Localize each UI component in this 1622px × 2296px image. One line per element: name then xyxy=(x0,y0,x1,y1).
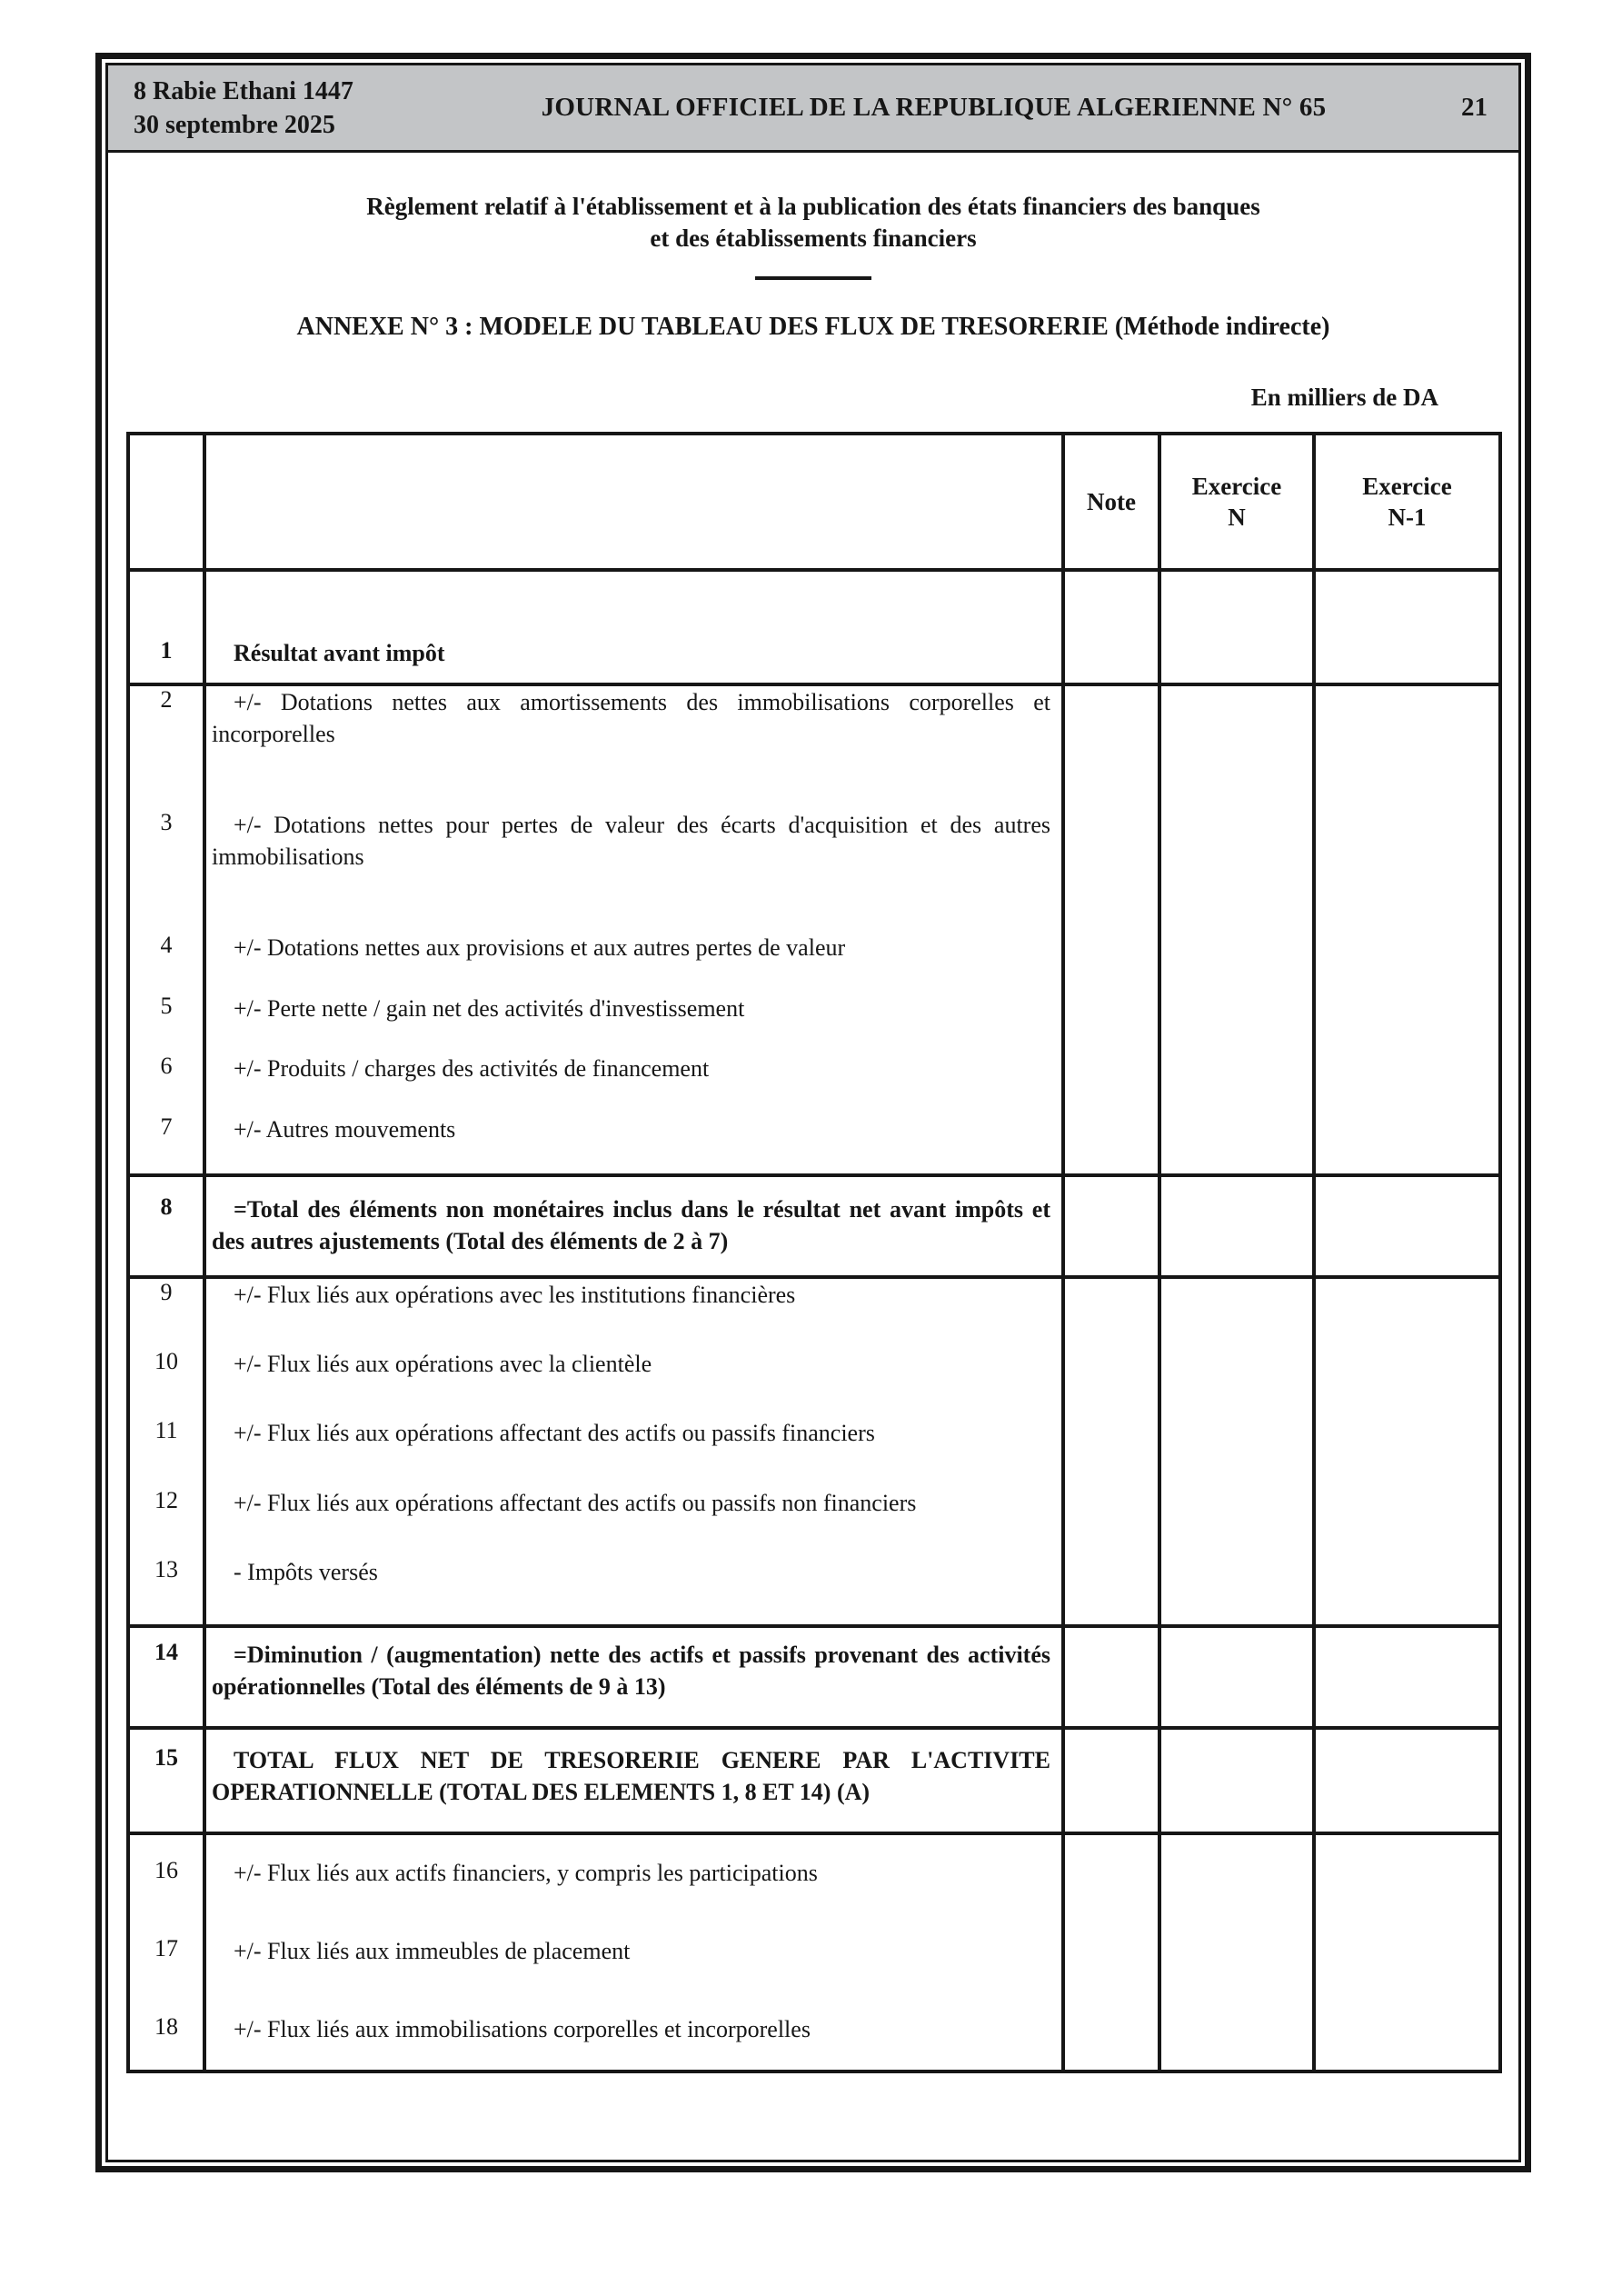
row-11-number: 11 xyxy=(154,1417,178,1444)
row-2-label: +/- Dotations nettes aux amortissements des immobilisations corporelles et incorporelles xyxy=(212,689,1050,747)
row-8-label: =Total des éléments non monétaires inclus dans le résultat net avant impôts et des autres ajustements (Total des éléments de 2 à 7) xyxy=(206,1177,1065,1275)
journal-page-frame xyxy=(95,53,1531,2172)
row-3-label: +/- Dotations nettes pour pertes de valeur des écarts d'acquisition et des autres immobilisations xyxy=(212,812,1050,870)
row-8-number: 8 xyxy=(130,1177,206,1275)
regulation-title-line1: Règlement relatif à l'établissement et à la publication des états financiers des banques xyxy=(366,193,1260,220)
regulation-title-line2: et des établissements financiers xyxy=(650,225,977,252)
row-6-number: 6 xyxy=(160,1053,173,1079)
row-14-label: =Diminution / (augmentation) nette des actifs et passifs provenant des activités opérationnelles (Total des éléments de 9 à 13) xyxy=(206,1628,1065,1726)
row-8-exercice-n-cell xyxy=(1161,1177,1316,1275)
row-15-number: 15 xyxy=(130,1730,206,1832)
group3-note-cell xyxy=(1065,1835,1161,2070)
row-15-exercice-n-cell xyxy=(1161,1730,1316,1832)
group1-exercice-n1-cell xyxy=(1316,686,1498,1173)
row-15-label: TOTAL FLUX NET DE TRESORERIE GENERE PAR L'ACTIVITE OPERATIONNELLE (TOTAL DES ELEMENTS 1, 8 ET 14) (A) xyxy=(206,1730,1065,1832)
hijri-date: 8 Rabie Ethani 1447 xyxy=(134,76,353,105)
row-1-note-cell xyxy=(1065,572,1161,683)
group3-exercice-n-cell xyxy=(1161,1835,1316,2070)
row-13-number: 13 xyxy=(154,1555,178,1582)
row-1-exercice-n1-cell xyxy=(1316,572,1498,683)
row-12-label: +/- Flux liés aux opérations affectant des actifs ou passifs non financiers xyxy=(234,1489,917,1516)
row-2-number: 2 xyxy=(160,686,173,713)
header-num-cell xyxy=(130,435,206,568)
row-13-label: - Impôts versés xyxy=(234,1558,378,1585)
group2-exercice-n-cell xyxy=(1161,1279,1316,1624)
row-15-exercice-n1-cell xyxy=(1316,1730,1498,1832)
masthead-dates xyxy=(108,75,406,142)
group3-label-column xyxy=(206,1835,1065,2070)
row-15-note-cell xyxy=(1065,1730,1161,1832)
row-11-label: +/- Flux liés aux opérations affectant des actifs ou passifs financiers xyxy=(234,1420,875,1447)
row-14-exercice-n1-cell xyxy=(1316,1628,1498,1726)
group3-number-column xyxy=(130,1835,206,2070)
row-6-label: +/- Produits / charges des activités de financement xyxy=(234,1055,710,1082)
row-18-label: +/- Flux liés aux immobilisations corporelles et incorporelles xyxy=(234,2016,811,2042)
group2-exercice-n1-cell xyxy=(1316,1279,1498,1624)
page-inner-border xyxy=(105,63,1521,2162)
row-9-number: 9 xyxy=(160,1279,173,1305)
group1-number-column xyxy=(130,686,206,1173)
row-12-number: 12 xyxy=(154,1486,178,1513)
row-14-number: 14 xyxy=(130,1628,206,1726)
row-5-number: 5 xyxy=(160,992,173,1019)
group1-note-cell xyxy=(1065,686,1161,1173)
journal-title: JOURNAL OFFICIEL DE LA REPUBLIQUE ALGERIENNE N° 65 xyxy=(541,93,1327,122)
title-divider xyxy=(755,276,871,280)
table-header-row xyxy=(130,435,1498,572)
group1-label-column xyxy=(206,686,1065,1173)
table-group-rows-2-7 xyxy=(130,686,1498,1177)
group2-label-column xyxy=(206,1279,1065,1624)
table-group-rows-9-13 xyxy=(130,1279,1498,1628)
row-18-number: 18 xyxy=(154,2013,178,2040)
page-number: 21 xyxy=(1461,93,1488,122)
row-10-number: 10 xyxy=(154,1348,178,1375)
table-row-14 xyxy=(130,1628,1498,1730)
table-group-rows-16-18 xyxy=(130,1835,1498,2070)
row-5-label: +/- Perte nette / gain net des activités d'investissement xyxy=(234,994,745,1022)
row-7-label: +/- Autres mouvements xyxy=(234,1115,456,1143)
table-row-15 xyxy=(130,1730,1498,1835)
table-row-1 xyxy=(130,572,1498,686)
header-exercice-n1: Exercice N-1 xyxy=(1362,473,1452,531)
row-9-label: +/- Flux liés aux opérations avec les institutions financières xyxy=(234,1282,796,1308)
row-17-number: 17 xyxy=(154,1935,178,1962)
header-exercice-n: Exercice N xyxy=(1161,435,1316,568)
regulation-title xyxy=(108,191,1518,255)
row-1-label: Résultat avant impôt xyxy=(206,572,1065,683)
group3-exercice-n1-cell xyxy=(1316,1835,1498,2070)
unit-note: En milliers de DA xyxy=(1250,384,1438,411)
row-10-label: +/- Flux liés aux opérations avec la clientèle xyxy=(234,1351,652,1378)
masthead-bar xyxy=(108,65,1518,153)
row-1-number: 1 xyxy=(130,572,206,683)
row-4-number: 4 xyxy=(160,932,173,958)
row-14-note-cell xyxy=(1065,1628,1161,1726)
header-label-cell xyxy=(206,435,1065,568)
row-8-note-cell xyxy=(1065,1177,1161,1275)
group2-number-column xyxy=(130,1279,206,1624)
gregorian-date: 30 septembre 2025 xyxy=(134,110,335,139)
row-16-number: 16 xyxy=(154,1857,178,1883)
group1-exercice-n-cell xyxy=(1161,686,1316,1173)
row-3-number: 3 xyxy=(160,809,173,835)
cash-flow-table xyxy=(126,432,1502,2073)
table-row-8 xyxy=(130,1177,1498,1279)
row-1-exercice-n-cell xyxy=(1161,572,1316,683)
header-note: Note xyxy=(1065,435,1161,568)
group2-note-cell xyxy=(1065,1279,1161,1624)
row-8-exercice-n1-cell xyxy=(1316,1177,1498,1275)
row-17-label: +/- Flux liés aux immeubles de placement xyxy=(234,1938,631,1964)
row-14-exercice-n-cell xyxy=(1161,1628,1316,1726)
row-4-label: +/- Dotations nettes aux provisions et aux autres pertes de valeur xyxy=(234,934,846,961)
row-7-number: 7 xyxy=(160,1113,173,1140)
row-16-label: +/- Flux liés aux actifs financiers, y compris les participations xyxy=(234,1860,818,1886)
annexe-title: ANNEXE N° 3 : MODELE DU TABLEAU DES FLUX DE TRESORERIE (Méthode indirecte) xyxy=(296,313,1330,341)
